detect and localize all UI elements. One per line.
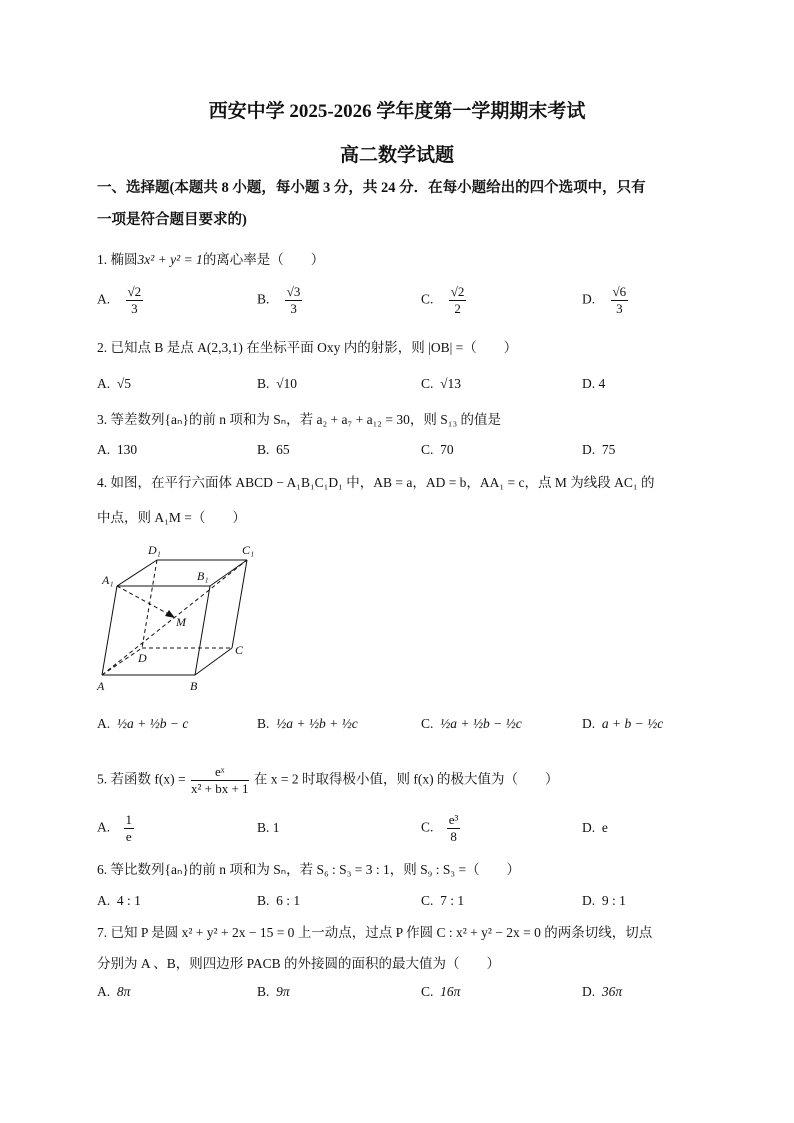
question-3	[97, 410, 712, 430]
option-label: B.	[257, 820, 270, 835]
option-label: B.	[257, 291, 270, 307]
option-label: C.	[421, 819, 434, 835]
label-c1: C₁	[242, 543, 255, 557]
option-label: A.	[97, 442, 111, 457]
question-text: 已知 P 是圆 x² + y² + 2x − 15 = 0 上一动点，过点 P 作圆 C : x² + y² − 2x = 0 的两条切线，切点	[110, 925, 653, 940]
option-label: A.	[97, 819, 111, 835]
option-value: 7 : 1	[440, 893, 465, 908]
question-5	[97, 764, 712, 797]
option-label: C.	[421, 442, 434, 457]
option-fraction	[285, 284, 303, 317]
option-value: √13	[440, 376, 462, 391]
option-label: A.	[97, 984, 111, 999]
question-text: 在 x = 2 时取得极小值，则 f(x) 的极大值为（ ）	[253, 771, 559, 787]
question-7	[97, 923, 712, 943]
option-label: B.	[257, 984, 270, 999]
option-7d	[582, 984, 622, 1000]
option-label: A.	[97, 376, 111, 391]
option-2a	[97, 376, 131, 392]
option-label: A.	[97, 291, 111, 307]
question-text: 等比数列{aₙ}的前 n 项和为 Sₙ，若 S₆ : S₃ = 3 : 1，则 S₉ : S₃ =（ ）	[110, 862, 521, 877]
question-number: 2.	[97, 340, 108, 355]
option-6b	[257, 893, 300, 909]
option-label: D.	[582, 820, 596, 835]
option-label: D.	[582, 291, 596, 307]
fraction-denominator: 3	[290, 301, 297, 316]
option-6d	[582, 893, 626, 909]
question-text: 的离心率是（ ）	[202, 252, 325, 267]
option-fraction	[447, 812, 461, 845]
question-text: 等差数列{aₙ}的前 n 项和为 Sₙ，若 a₂ + a₇ + a₁₂ = 30，则 S₁₃ 的值是	[110, 412, 502, 427]
fraction-denominator: x² + bx + 1	[190, 781, 249, 796]
edge-a1a	[102, 586, 117, 675]
option-7b	[257, 984, 290, 1000]
question-number: 5.	[97, 771, 108, 787]
option-4d	[582, 716, 663, 732]
option-value: 9 : 1	[601, 893, 626, 908]
question-formula: 3x² + y² = 1	[137, 252, 203, 267]
exam-subtitle: 高二数学试题	[339, 145, 454, 166]
option-7c	[421, 984, 460, 1000]
option-value: 70	[440, 442, 454, 457]
edge-ad	[102, 648, 142, 675]
option-label: C.	[421, 376, 434, 391]
option-4c	[421, 716, 522, 732]
fraction-numerator: √3	[286, 284, 301, 299]
option-1d	[582, 284, 630, 317]
question-2	[97, 338, 712, 358]
option-fraction	[611, 284, 629, 317]
option-1a	[97, 284, 145, 317]
fraction-numerator: √2	[127, 284, 142, 299]
question-number: 1.	[97, 252, 108, 267]
question-number: 3.	[97, 412, 108, 427]
option-value: 65	[276, 442, 290, 457]
option-6c	[421, 893, 464, 909]
label-c: C	[235, 643, 244, 657]
arrow-head	[165, 610, 175, 618]
fraction-numerator: eˣ	[191, 764, 249, 781]
fraction-numerator: e³	[448, 812, 459, 827]
option-value: e	[601, 820, 608, 835]
option-value: ½a + ½b + ½c	[276, 716, 358, 731]
fraction-denominator: 3	[616, 301, 623, 316]
question-text: 已知点 B 是点 A(2,3,1) 在坐标平面 Oxy 内的射影，则 |OB| =（ ）	[110, 340, 518, 355]
question-1	[97, 250, 712, 270]
question-4	[97, 473, 712, 493]
fraction-denominator: 8	[450, 829, 457, 844]
section-heading-line-2: 一项是符合题目要求的)	[97, 212, 247, 228]
option-4b	[257, 716, 358, 732]
question-text: 椭圆	[110, 252, 138, 267]
question-text: 如图，在平行六面体 ABCD − A₁B₁C₁D₁ 中，AB = a，AD = b，AA₁ = c，点 M 为线段 AC₁ 的	[110, 475, 655, 490]
option-2b	[257, 376, 297, 392]
label-a: A	[97, 679, 105, 693]
option-fraction	[126, 284, 144, 317]
exam-title: 西安中学 2025-2026 学年度第一学期期末考试	[208, 101, 586, 122]
option-value: 75	[601, 442, 616, 457]
option-value: 9π	[276, 984, 290, 999]
parallelepiped-figure	[92, 540, 272, 695]
option-value: 4	[598, 376, 606, 391]
option-label: B.	[257, 716, 270, 731]
option-value: √10	[276, 376, 298, 391]
option-value: 16π	[440, 984, 461, 999]
edge-a1d1	[117, 560, 157, 586]
question-number: 4.	[97, 475, 108, 490]
question-number: 6.	[97, 862, 108, 877]
option-value: 1	[272, 820, 280, 835]
option-4a	[97, 716, 188, 732]
option-3d	[582, 442, 615, 458]
option-value: ½a + ½b − c	[116, 716, 189, 731]
option-value: √5	[116, 376, 132, 391]
option-5b	[257, 820, 280, 836]
option-label: D.	[582, 716, 596, 731]
fraction-numerator: √2	[450, 284, 465, 299]
option-label: C.	[421, 984, 434, 999]
option-1b	[257, 284, 304, 317]
option-value: 130	[116, 442, 138, 457]
option-label: D.	[582, 442, 596, 457]
question-7-line-2: 分别为 A 、B，则四边形 PACB 的外接圆的面积的最大值为（ ）	[97, 956, 501, 971]
option-fraction	[124, 812, 135, 845]
option-value: ½a + ½b − ½c	[440, 716, 522, 731]
option-2d	[582, 376, 605, 392]
option-value: 8π	[116, 984, 131, 999]
label-b1: B₁	[197, 569, 209, 583]
label-b: B	[190, 679, 198, 693]
option-label: B.	[257, 376, 270, 391]
option-1c	[421, 284, 468, 317]
label-d: D	[138, 651, 147, 665]
option-value: 6 : 1	[276, 893, 301, 908]
label-m: M	[176, 615, 186, 629]
option-value: 36π	[601, 984, 623, 999]
question-4-line-2: 中点，则 A₁M =（ ）	[97, 510, 246, 525]
option-label: C.	[421, 291, 434, 307]
section-heading-line-1: 一、选择题(本题共 8 小题，每小题 3 分，共 24 分．在每小题给出的四个选项中，只有	[97, 180, 646, 196]
option-label: D.	[582, 376, 596, 391]
option-3c	[421, 442, 454, 458]
option-5c	[421, 812, 462, 845]
fraction-numerator: √6	[612, 284, 627, 299]
option-label: B.	[257, 442, 270, 457]
option-label: B.	[257, 893, 270, 908]
option-6a	[97, 893, 141, 909]
segment-a1m	[117, 586, 172, 616]
option-value: a + b − ½c	[601, 716, 664, 731]
edge-c1c	[232, 560, 247, 648]
fraction-numerator: 1	[125, 812, 132, 827]
question-number: 7.	[97, 925, 108, 940]
option-5d	[582, 820, 608, 836]
option-label: C.	[421, 893, 434, 908]
option-5a	[97, 812, 136, 845]
option-3a	[97, 442, 137, 458]
option-fraction	[449, 284, 467, 317]
fraction-denominator: 2	[454, 301, 461, 316]
option-label: D.	[582, 893, 596, 908]
option-label: A.	[97, 716, 111, 731]
option-value: 4 : 1	[116, 893, 141, 908]
option-label: D.	[582, 984, 596, 999]
option-3b	[257, 442, 290, 458]
fraction-denominator: e	[125, 829, 132, 844]
fraction-denominator: 3	[131, 301, 138, 316]
label-a1: A₁	[102, 573, 114, 587]
question-6	[97, 860, 712, 880]
question-text: 若函数 f(x) =	[110, 771, 186, 787]
label-d1: D₁	[148, 543, 161, 557]
option-2c	[421, 376, 461, 392]
option-label: A.	[97, 893, 111, 908]
edge-bc	[195, 648, 232, 675]
option-label: C.	[421, 716, 434, 731]
question-fraction	[191, 764, 249, 797]
option-7a	[97, 984, 130, 1000]
